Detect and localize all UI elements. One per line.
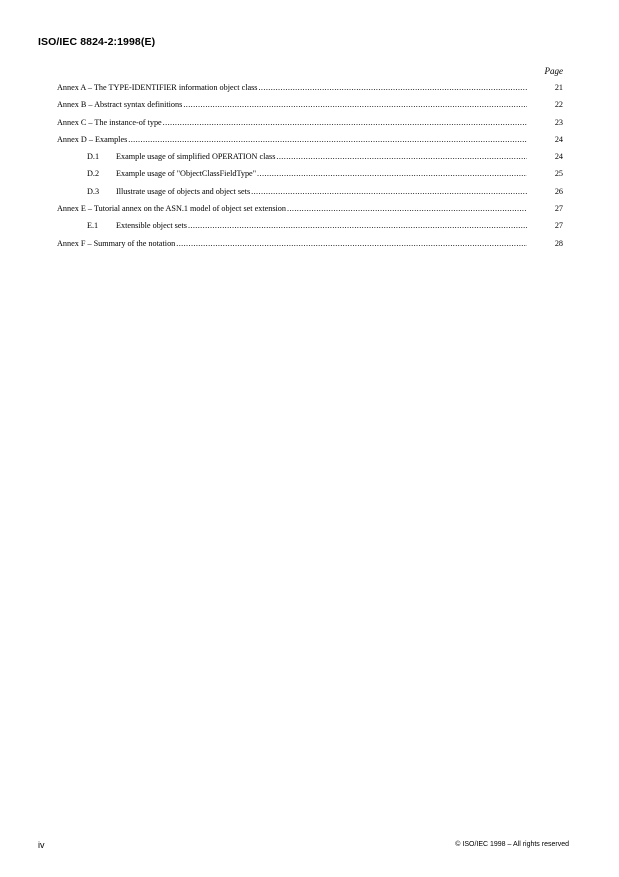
- toc-entry-page: 27: [554, 204, 563, 214]
- toc-entry-annex-e[interactable]: [57, 204, 563, 221]
- toc-entry-title: Annex B – Abstract syntax definitions: [57, 100, 183, 110]
- toc-entry-page: 23: [554, 117, 563, 127]
- toc-dot-leader: [287, 204, 527, 213]
- toc-dot-leader: [128, 135, 527, 144]
- toc-entry-title: Annex D – Examples: [57, 134, 128, 144]
- toc-entry-number: D.2: [87, 169, 100, 179]
- toc-entry-annex-a[interactable]: [57, 83, 563, 100]
- toc-dot-leader: [258, 83, 527, 92]
- toc-entry-annex-f[interactable]: [57, 239, 563, 256]
- toc-entry-title: Example usage of simplified OPERATION class: [116, 152, 276, 162]
- toc-dot-leader: [163, 118, 527, 127]
- toc-dot-leader: [176, 239, 527, 248]
- toc-entry-e1[interactable]: [57, 221, 563, 238]
- toc-entry-page: 21: [554, 83, 563, 92]
- toc-entry-page: 25: [554, 169, 563, 179]
- toc-entry-annex-c[interactable]: [57, 118, 563, 135]
- footer-page-number: iv: [38, 840, 45, 850]
- toc-entry-number: E.1: [87, 221, 99, 231]
- toc-entry-title: Annex E – Tutorial annex on the ASN.1 model of object set extension: [57, 204, 286, 214]
- toc-entry-annex-d[interactable]: [57, 135, 563, 152]
- toc-entry-page: 26: [554, 186, 563, 196]
- toc-entry-d3[interactable]: [57, 187, 563, 204]
- toc-page-column-label: Page: [544, 66, 563, 76]
- table-of-contents: [57, 83, 563, 256]
- toc-entry-d1[interactable]: [57, 152, 563, 169]
- toc-entry-title: Example usage of "ObjectClassFieldType": [116, 169, 257, 179]
- toc-entry-title: Extensible object sets: [116, 221, 187, 231]
- document-header-title: ISO/IEC 8824-2:1998(E): [38, 36, 156, 48]
- toc-entry-page: 24: [554, 152, 563, 162]
- toc-dot-leader: [183, 100, 527, 109]
- toc-entry-page: 24: [554, 134, 563, 144]
- toc-entry-title: Annex A – The TYPE-IDENTIFIER information object class: [57, 83, 258, 92]
- toc-entry-number: D.3: [87, 186, 100, 196]
- toc-dot-leader: [257, 169, 527, 178]
- toc-entry-annex-b[interactable]: [57, 100, 563, 117]
- footer-copyright: © ISO/IEC 1998 – All rights reserved: [455, 841, 569, 848]
- toc-entry-title: Annex F – Summary of the notation: [57, 238, 176, 248]
- toc-dot-leader: [188, 221, 527, 230]
- toc-entry-title: Annex C – The instance-of type: [57, 117, 162, 127]
- toc-dot-leader: [276, 152, 527, 161]
- toc-entry-page: 28: [554, 238, 563, 248]
- toc-entry-page: 22: [554, 100, 563, 110]
- toc-entry-d2[interactable]: [57, 169, 563, 186]
- toc-entry-page: 27: [554, 221, 563, 231]
- toc-dot-leader: [251, 187, 527, 196]
- toc-entry-number: D.1: [87, 152, 100, 162]
- toc-entry-title: Illustrate usage of objects and object sets: [116, 186, 251, 196]
